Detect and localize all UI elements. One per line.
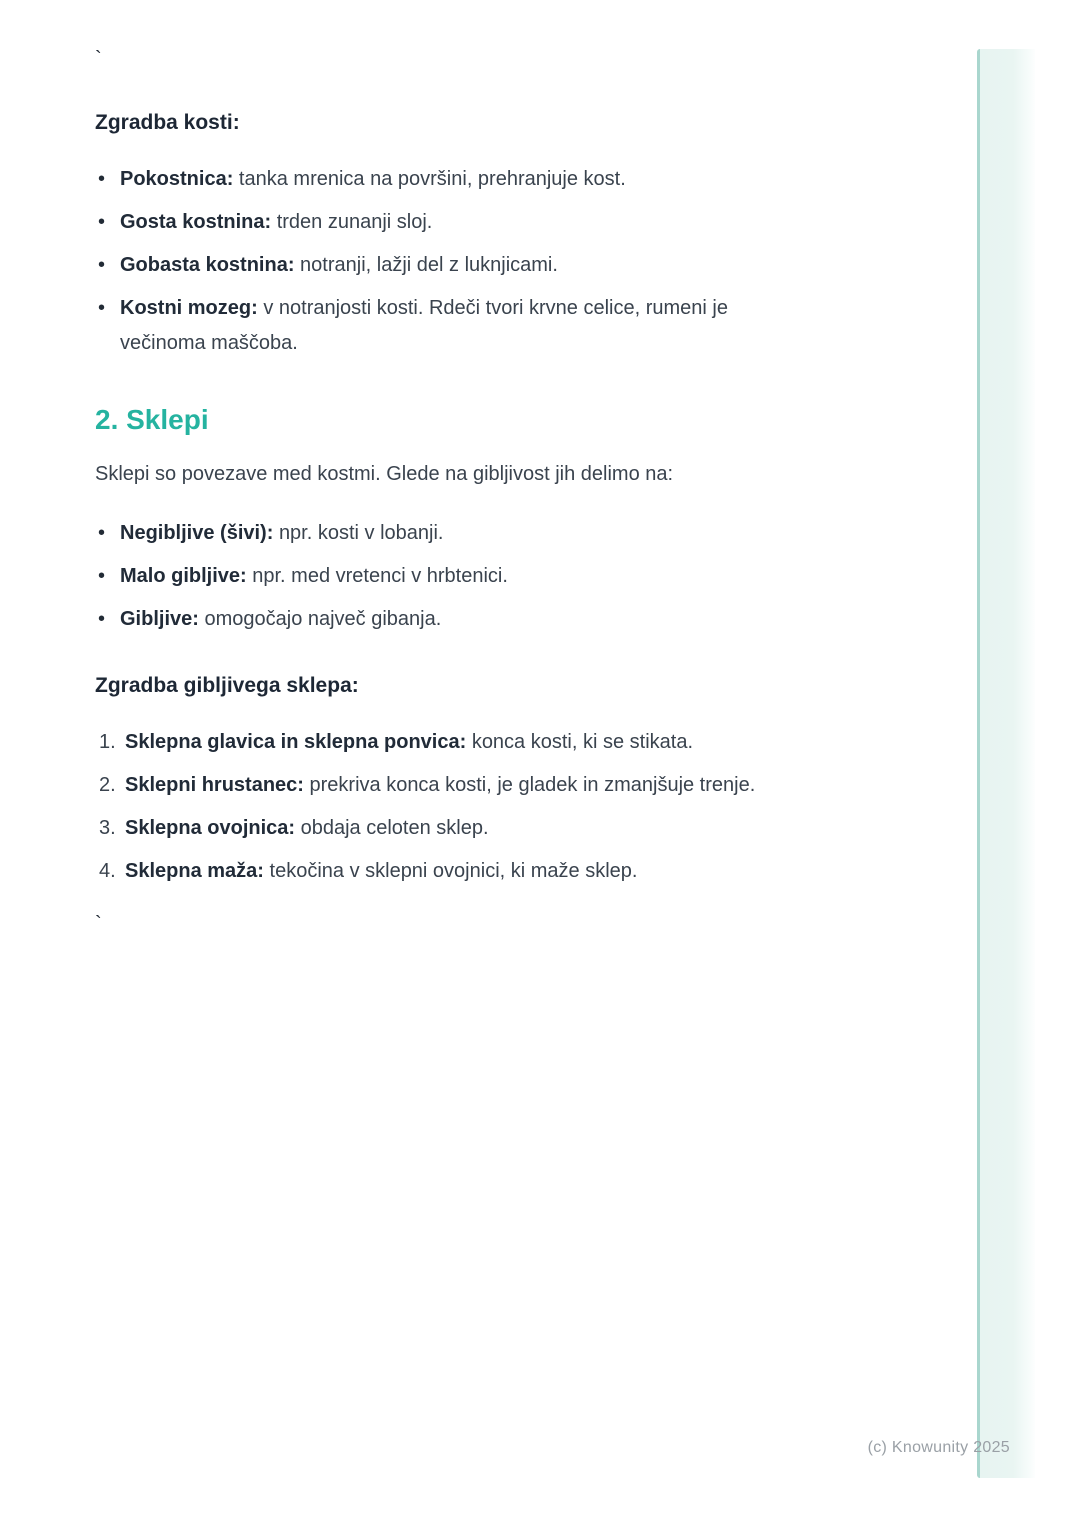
list-item [95,768,810,803]
list-desc: prekriva konca kosti, je gladek in zmanjšuje trenje. [309,774,756,796]
list-number: 1. [99,731,116,753]
list-item [95,559,810,594]
bullet-icon: • [98,254,106,276]
next-page-edge-stripe [977,49,1035,1478]
page-content [95,46,810,937]
list-item [95,516,810,551]
list-item [95,291,810,361]
movable-joint-structure-list [95,725,810,889]
list-desc: npr. med vretenci v hrbtenici. [252,565,508,587]
bullet-icon: • [98,211,106,233]
list-number: 2. [99,774,116,796]
list-desc: tekočina v sklepni ovojnici, ki maže sklep. [269,860,638,882]
bullet-icon: • [98,297,106,319]
list-desc: omogočajo največ gibanja. [204,608,442,630]
list-term: Gosta kostnina: [120,211,272,233]
bone-structure-heading: Zgradba kosti: [95,111,240,134]
list-term: Sklepna glavica in sklepna ponvica: [125,731,467,753]
list-desc: trden zunanji sloj. [276,211,433,233]
list-term: Negibljive (šivi): [120,522,274,544]
list-term: Kostni mozeg: [120,297,258,319]
bullet-icon: • [98,565,106,587]
bullet-icon: • [98,168,106,190]
movable-joint-structure-heading: Zgradba gibljivega sklepa: [95,674,359,697]
bullet-icon: • [98,522,106,544]
list-term: Sklepna maža: [125,860,264,882]
joint-types-list [95,516,810,637]
list-term: Sklepni hrustanec: [125,774,304,796]
list-item [95,725,810,760]
joints-intro-paragraph: Sklepi so povezave med kostmi. Glede na gibljivost jih delimo na: [95,463,674,485]
list-desc: obdaja celoten sklep. [300,817,489,839]
list-term: Sklepna ovojnica: [125,817,296,839]
list-term: Pokostnica: [120,168,234,190]
list-term: Malo gibljive: [120,565,247,587]
stray-tick-bottom: ` [95,913,102,935]
list-desc: v notranjosti kosti. Rdeči tvori krvne celice, rumeni je večinoma maščoba. [120,297,728,354]
list-item [95,162,810,197]
list-desc: konca kosti, ki se stikata. [471,731,694,753]
joints-section-heading: 2. Sklepi [95,404,209,435]
list-desc: tanka mrenica na površini, prehranjuje kost. [238,168,626,190]
list-desc: notranji, lažji del z luknjicami. [300,254,558,276]
list-number: 4. [99,860,116,882]
list-item [95,248,810,283]
bone-structure-list [95,162,810,361]
list-item [95,854,810,889]
list-term: Gobasta kostnina: [120,254,295,276]
copyright-watermark: (c) Knowunity 2025 [867,1439,1010,1456]
list-term: Gibljive: [120,608,199,630]
list-item [95,205,810,240]
list-number: 3. [99,817,116,839]
list-item [95,811,810,846]
list-item [95,602,810,637]
stray-tick-top: ` [95,48,102,70]
bullet-icon: • [98,608,106,630]
list-desc: npr. kosti v lobanji. [278,522,444,544]
